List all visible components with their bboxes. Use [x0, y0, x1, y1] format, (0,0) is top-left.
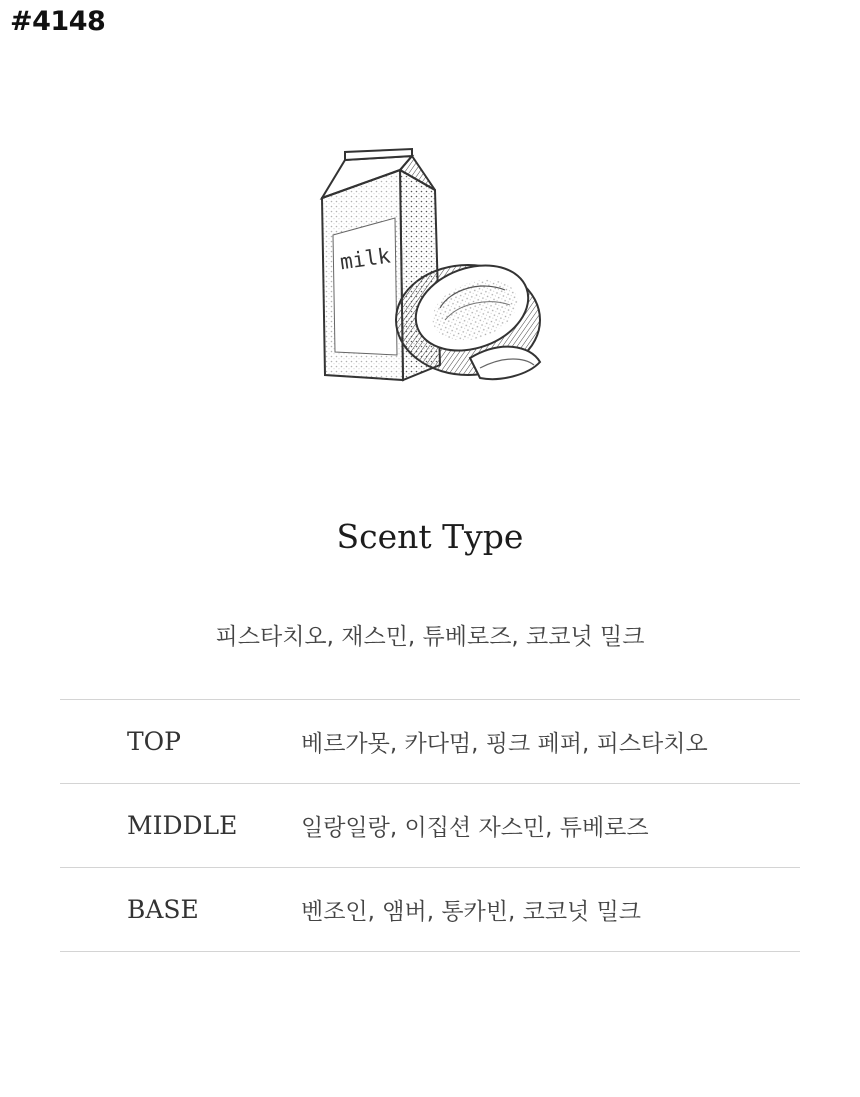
note-label-top: TOP [127, 727, 181, 756]
note-row-base [60, 868, 800, 952]
note-row-top [60, 700, 800, 784]
note-value-top: 베르가못, 카다멈, 핑크 페퍼, 피스타치오 [301, 731, 708, 757]
scent-summary: 피스타치오, 재스민, 튜베로즈, 코코넛 밀크 [215, 624, 645, 650]
product-code: #4148 [10, 6, 106, 37]
note-value-middle: 일랑일랑, 이집션 자스민, 튜베로즈 [301, 815, 649, 841]
note-row-middle [60, 784, 800, 868]
carton-label: milk [338, 243, 392, 275]
note-value-base: 벤조인, 앰버, 통카빈, 코코넛 밀크 [301, 899, 642, 925]
note-label-middle: MIDDLE [127, 811, 238, 840]
milk-carton-and-coconut-icon [300, 140, 560, 400]
scent-type-title: Scent Type [336, 517, 524, 556]
note-label-base: BASE [127, 895, 199, 924]
fragrance-notes-table [60, 699, 800, 952]
